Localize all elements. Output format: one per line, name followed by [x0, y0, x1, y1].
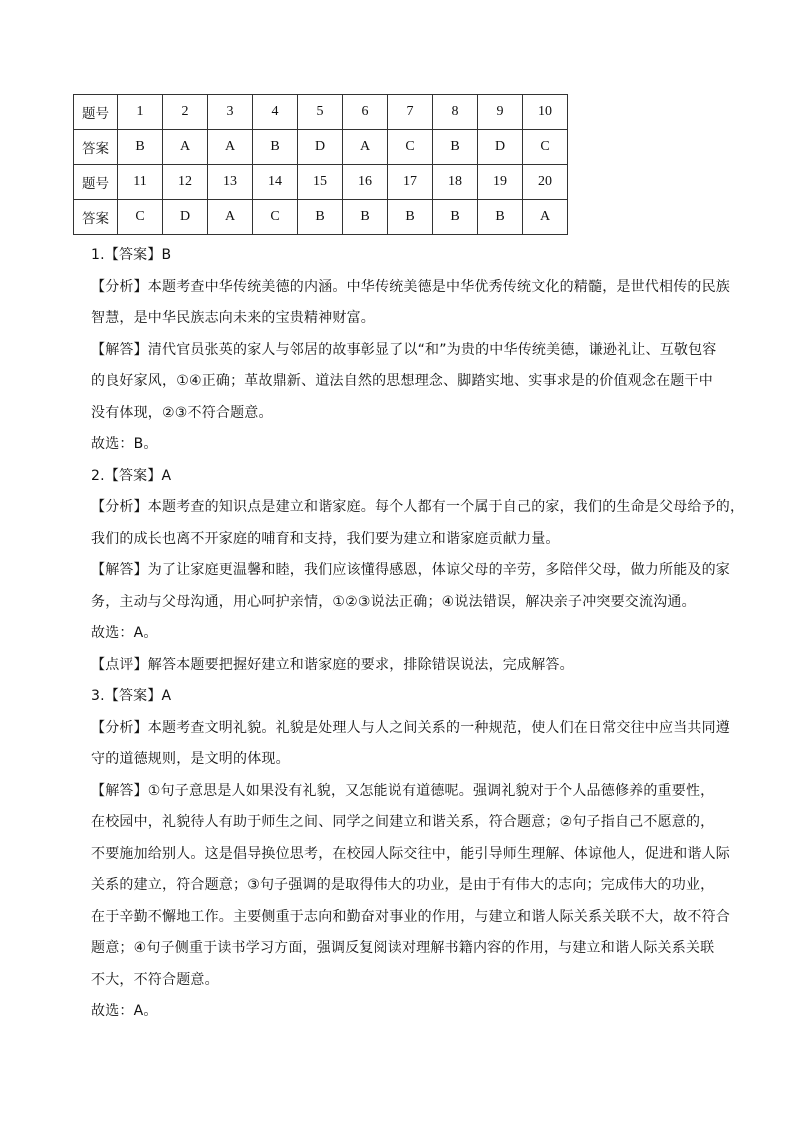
table-row — [74, 130, 568, 165]
table-cell: 7 — [388, 95, 433, 130]
text-line: 故选：A。 — [91, 625, 158, 641]
text-line: 没有体现，②③不符合题意。 — [91, 404, 273, 421]
table-cell: A — [163, 130, 208, 165]
text-line: 2.【答案】A — [91, 467, 172, 484]
table-cell: B — [298, 200, 343, 235]
table-cell: D — [298, 130, 343, 165]
table-cell: A — [208, 200, 253, 235]
text-line: 智慧，是中华民族志向未来的宝贵精神财富。 — [91, 310, 375, 326]
table-cell: D — [478, 130, 523, 165]
table-cell: 8 — [433, 95, 478, 130]
table-cell: 16 — [343, 165, 388, 200]
row-header: 题号 — [74, 95, 118, 130]
text-line: 不要施加给别人。这是倡导换位思考，在校园人际交往中，能引导师生理解、体谅他人，促进和谐人际 — [91, 845, 730, 862]
table-cell: 13 — [208, 165, 253, 200]
table-cell: 5 — [298, 95, 343, 130]
table-cell: D — [163, 200, 208, 235]
text-line: 务，主动与父母沟通，用心呵护亲情，①②③说法正确；④说法错误，解决亲子冲突要交流沟通。 — [91, 593, 696, 610]
table-cell: B — [343, 200, 388, 235]
text-line: 的良好家风，①④正确；革故鼎新、道法自然的思想理念、脚踏实地、实事求是的价值观念在题干中 — [91, 373, 713, 389]
text-line: 【分析】本题考查中华传统美德的内涵。中华传统美德是中华优秀传统文化的精髓，是世代相传的民族 — [91, 278, 730, 295]
text-line: 在于辛勤不懈地工作。主要侧重于志向和勤奋对事业的作用，与建立和谐人际关系关联不大，故不符合 — [91, 908, 730, 925]
table-cell: 1 — [118, 95, 163, 130]
table-cell: 20 — [523, 165, 568, 200]
table-row — [74, 165, 568, 200]
text-line: 题意；④句子侧重于读书学习方面，强调反复阅读对理解书籍内容的作用，与建立和谐人际关系关联 — [91, 940, 715, 956]
table-cell: B — [253, 130, 298, 165]
text-line: 故选：A。 — [91, 1003, 158, 1019]
table-cell: C — [523, 130, 568, 165]
table-cell: 4 — [253, 95, 298, 130]
table-cell: A — [208, 130, 253, 165]
text-line: 我们的成长也离不开家庭的哺育和支持，我们要为建立和谐家庭贡献力量。 — [91, 530, 560, 547]
text-line: 故选：B。 — [91, 436, 158, 452]
table-cell: 15 — [298, 165, 343, 200]
table-cell: 19 — [478, 165, 523, 200]
text-line: 【解答】①句子意思是人如果没有礼貌，又怎能说有道德呢。强调礼貌对于个人品德修养的重要性， — [91, 782, 715, 799]
text-line: 【分析】本题考查文明礼貌。礼貌是处理人与人之间关系的一种规范，使人们在日常交往中应当共同遵 — [91, 719, 730, 736]
table-cell: 10 — [523, 95, 568, 130]
table-cell: 9 — [478, 95, 523, 130]
table-cell: B — [433, 200, 478, 235]
row-header: 题号 — [74, 165, 118, 200]
table-cell: B — [118, 130, 163, 165]
row-header: 答案 — [74, 200, 118, 235]
row-header: 答案 — [74, 130, 118, 165]
table-cell: C — [388, 130, 433, 165]
table-cell: 6 — [343, 95, 388, 130]
table-cell: 11 — [118, 165, 163, 200]
text-line: 【分析】本题考查的知识点是建立和谐家庭。每个人都有一个属于自己的家，我们的生命是父母给予的， — [91, 499, 745, 515]
text-line: 1.【答案】B — [91, 247, 172, 263]
text-line: 在校园中，礼貌待人有助于师生之间、同学之间建立和谐关系，符合题意；②句子指自己不愿意的， — [91, 814, 715, 830]
table-cell: 12 — [163, 165, 208, 200]
table-row — [74, 95, 568, 130]
table-cell: C — [253, 200, 298, 235]
table-cell: A — [343, 130, 388, 165]
table-cell: B — [433, 130, 478, 165]
table-cell: A — [523, 200, 568, 235]
table-cell: 17 — [388, 165, 433, 200]
table-row — [74, 200, 568, 235]
table-cell: 2 — [163, 95, 208, 130]
table-cell: 14 — [253, 165, 298, 200]
solution-text — [91, 240, 745, 1028]
text-line: 【点评】解答本题要把握好建立和谐家庭的要求，排除错误说法，完成解答。 — [91, 656, 574, 673]
answer-table — [73, 94, 568, 235]
table-cell: B — [478, 200, 523, 235]
text-line: 不大，不符合题意。 — [91, 971, 219, 988]
text-line: 守的道德规则，是文明的体现。 — [91, 751, 290, 767]
text-line: 3.【答案】A — [91, 688, 172, 704]
table-cell: B — [388, 200, 433, 235]
table-cell: 3 — [208, 95, 253, 130]
table-cell: C — [118, 200, 163, 235]
table-cell: 18 — [433, 165, 478, 200]
text-line: 关系的建立，符合题意；③句子强调的是取得伟大的功业，是由于有伟大的志向；完成伟大的功业， — [91, 877, 715, 893]
text-line: 【解答】为了让家庭更温馨和睦，我们应该懂得感恩，体谅父母的辛劳，多陪伴父母，做力所能及的家 — [91, 562, 730, 578]
text-line: 【解答】清代官员张英的家人与邻居的故事彰显了以“和”为贵的中华传统美德，谦逊礼让、互敬包容 — [91, 341, 717, 358]
